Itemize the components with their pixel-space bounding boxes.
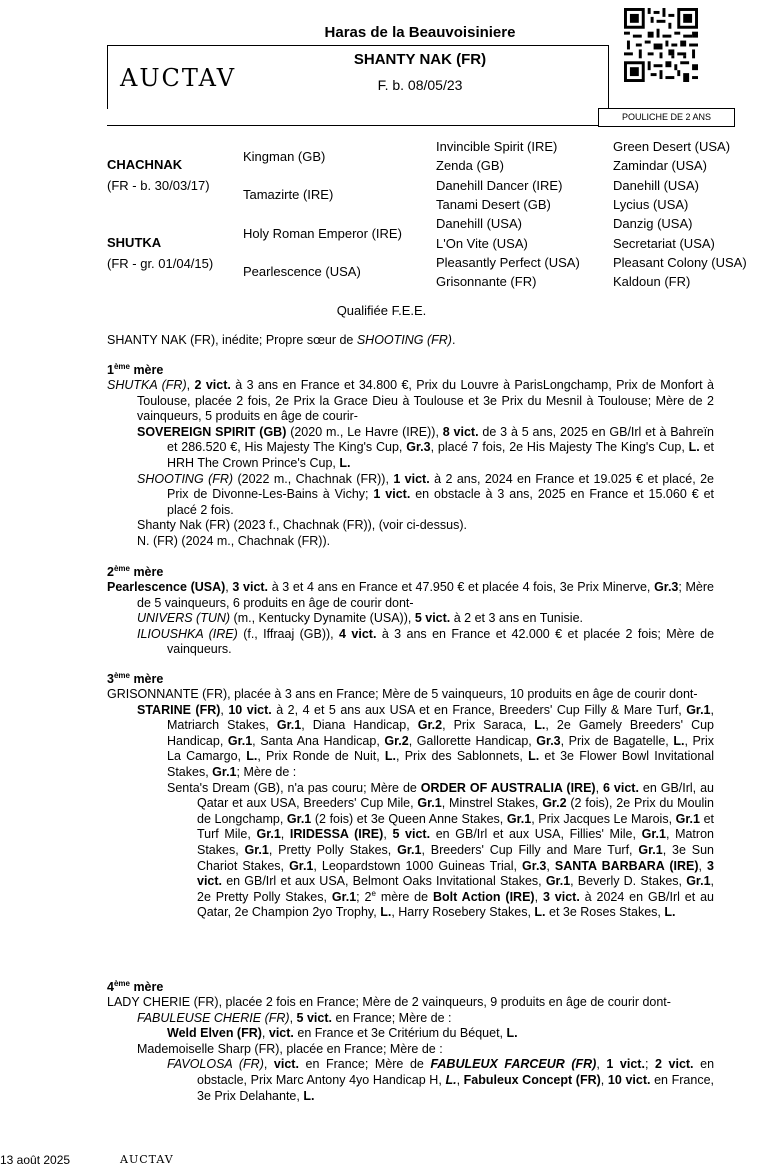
section-3-text: GRISONNANTE (FR), placée à 3 ans en France; Mère de 5 vainqueurs, 10 produits en âge de courir dont- STARINE (FR), 10 vict. à 2, 4 et 5 ans aux USA et en France, Breeders' Cup Filly & Mare Turf, Gr.1, Matriarch Stakes, Gr.1, Diana Handicap, Gr.2, Prix Saraca, L., 2e Gamely Breeders' Cup Handicap, Gr.1, Santa Ana Handicap, Gr.2, Gallorette Handicap, Gr.3, Prix de Bagatelle, L., Prix La Camargo, L., Prix Ronde de Nuit, L., Prix des Sablonnets, L. et 3e Flower Bowl Invitational Stakes, Gr.1; Mère de : Senta's Dream (GB), n'a pas couru; Mère de ORDER OF AUSTRALIA (IRE), 6 vict. en GB/Irl, au Qatar et aux USA, Breeders' Cup Mile, Gr.1, Minstrel Stakes, Gr.2 (2 fois), 2e Prix du Moulin de Longchamp, Gr.1 (2 fois) et 3e Queen Anne Stakes, Gr.1, Prix Jacques Le Marois, Gr.1 et Turf Mile, Gr.1, IRIDESSA (IRE), 5 vict. en GB/Irl et aux USA, Fillies' Mile, Gr.1, Matron Stakes, Gr.1, Pretty Polly Stakes, Gr.1, Breeders' Cup Filly and Mare Turf, Gr.1, 3e Sun Chariot Stakes, Gr.1, Leopardstown 1000 Guineas Trial, Gr.3, SANTA BARBARA (IRE), 3 vict. en GB/Irl et aux USA, Belmont Oaks Invitational Stakes, Gr.1, Beverly D. Stakes, Gr.1, 2e Pretty Polly Stakes, Gr.1; 2e mère de Bolt Action (IRE), 3 vict. à 2024 en GB/Irl et au Qatar, 2e Champion 2yo Trophy, L., Harry Rosebery Stakes, L. et 3e Roses Stakes, L. — [107, 687, 715, 920]
dam-name: SHUTKA — [107, 235, 162, 250]
gen4-item: Secretariat (USA) — [613, 236, 715, 251]
qualification: Qualifiée F.E.E. — [336, 303, 427, 318]
gen4-item: Kaldoun (FR) — [613, 274, 691, 289]
gen2-item: Pearlescence (USA) — [243, 264, 361, 279]
auctav-logo: AUCTAV — [120, 64, 237, 92]
section-1-text: SHUTKA (FR), 2 vict. à 3 ans en France et 34.800 €, Prix du Louvre à ParisLongchamp, Prix de Monfort à Toulouse, placée 2 fois, 2e Prix la Grace Dieu à Toulouse et 3e Prix du Mesnil à Toulouse; Mère de 2 vainqueurs, 5 produits en âge de courir- SOVEREIGN SPIRIT (GB) (2020 m., Le Havre (IRE)), 8 vict. de 3 à 5 ans, 2025 en GB/Irl et à Bahreïn et 286.520 €, His Majesty The King's Cup, Gr.3, placé 7 fois, 2e His Majesty The King's Cup, L. et HRH The Crown Prince's Cup, L. SHOOTING (FR) (2022 m., Chachnak (FR)), 1 vict. à 2 ans, 2024 en France et 19.025 € et placé, 2e Prix de Divonne-Les-Bains à Vichy; 1 vict. en obstacle à 3 ans, 2025 en France et 15.060 € et placé 2 fois. Shanty Nak (FR) (2023 f., Chachnak (FR)), (voir ci-dessus). N. (FR) (2024 m., Chachnak (FR)). — [107, 378, 715, 548]
gen3-item: Zenda (GB) — [436, 158, 504, 173]
gen3-item: Danehill Dancer (IRE) — [436, 178, 563, 193]
gen4-item: Pleasant Colony (USA) — [613, 255, 747, 270]
sire-name: CHACHNAK — [107, 157, 183, 172]
gen4-item: Danzig (USA) — [613, 216, 693, 231]
header-divider — [107, 125, 598, 126]
haras-title: Haras de la Beauvoisiniere — [324, 24, 516, 41]
gen2-item: Kingman (GB) — [243, 149, 326, 164]
sire-info: (FR - b. 30/03/17) — [107, 178, 210, 193]
gen4-item: Lycius (USA) — [613, 197, 689, 212]
gen3-item: Grisonnante (FR) — [436, 274, 537, 289]
gen3-item: Invincible Spirit (IRE) — [436, 139, 558, 154]
section-heading-3: 3ème mère — [107, 670, 164, 686]
gen3-item: Tanami Desert (GB) — [436, 197, 551, 212]
horse-sex-color-birth: F. b. 08/05/23 — [377, 77, 463, 93]
gen2-item: Tamazirte (IRE) — [243, 187, 334, 202]
category-label: POULICHE DE 2 ANS — [598, 108, 735, 127]
section-heading-1: 1ème mère — [107, 361, 164, 377]
gen3-item: Danehill (USA) — [436, 216, 522, 231]
gen4-item: Danehill (USA) — [613, 178, 699, 193]
dam-info: (FR - gr. 01/04/15) — [107, 256, 214, 271]
section-4-text: LADY CHERIE (FR), placée 2 fois en France; Mère de 2 vainqueurs, 9 produits en âge de courir dont- FABULEUSE CHERIE (FR), 5 vict. en France; Mère de : Weld Elven (FR), vict. en France et 3e Critérium du Béquet, L. Mademoiselle Sharp (FR), placée en France; Mère de : FAVOLOSA (FR), vict. en France; Mère de FABULEUX FARCEUR (FR), 1 vict.; 2 vict. en obstacle, Prix Marc Antony 4yo Handicap H, L., Fabuleux Concept (FR), 10 vict. en France, 3e Prix Delahante, L. — [107, 995, 715, 1103]
qr-code-icon[interactable] — [624, 8, 698, 82]
footer-date: 13 août 2025 — [0, 1153, 71, 1167]
gen2-item: Holy Roman Emperor (IRE) — [243, 226, 402, 241]
intro-line: SHANTY NAK (FR), inédite; Propre sœur de SHOOTING (FR). — [107, 333, 456, 347]
gen4-item: Zamindar (USA) — [613, 158, 707, 173]
gen3-item: Pleasantly Perfect (USA) — [436, 255, 580, 270]
section-2-text: Pearlescence (USA), 3 vict. à 3 et 4 ans en France et 47.950 € et placée 4 fois, 3e Prix Minerve, Gr.3; Mère de 5 vainqueurs, 6 produits en âge de courir dont- UNIVERS (TUN) (m., Kentucky Dynamite (USA)), 5 vict. à 2 et 3 ans en Tunisie. ILIOUSHKA (IRE) (f., Iffraaj (GB)), 4 vict. à 3 ans en France et 42.000 € et placée 2 fois; Mère de vainqueurs. — [107, 580, 715, 657]
section-heading-4: 4ème mère — [107, 978, 164, 994]
horse-name: SHANTY NAK (FR) — [353, 51, 487, 68]
gen3-item: L'On Vite (USA) — [436, 236, 528, 251]
footer-logo: AUCTAV — [120, 1153, 174, 1166]
section-heading-2: 2ème mère — [107, 563, 164, 579]
gen4-item: Green Desert (USA) — [613, 139, 731, 154]
